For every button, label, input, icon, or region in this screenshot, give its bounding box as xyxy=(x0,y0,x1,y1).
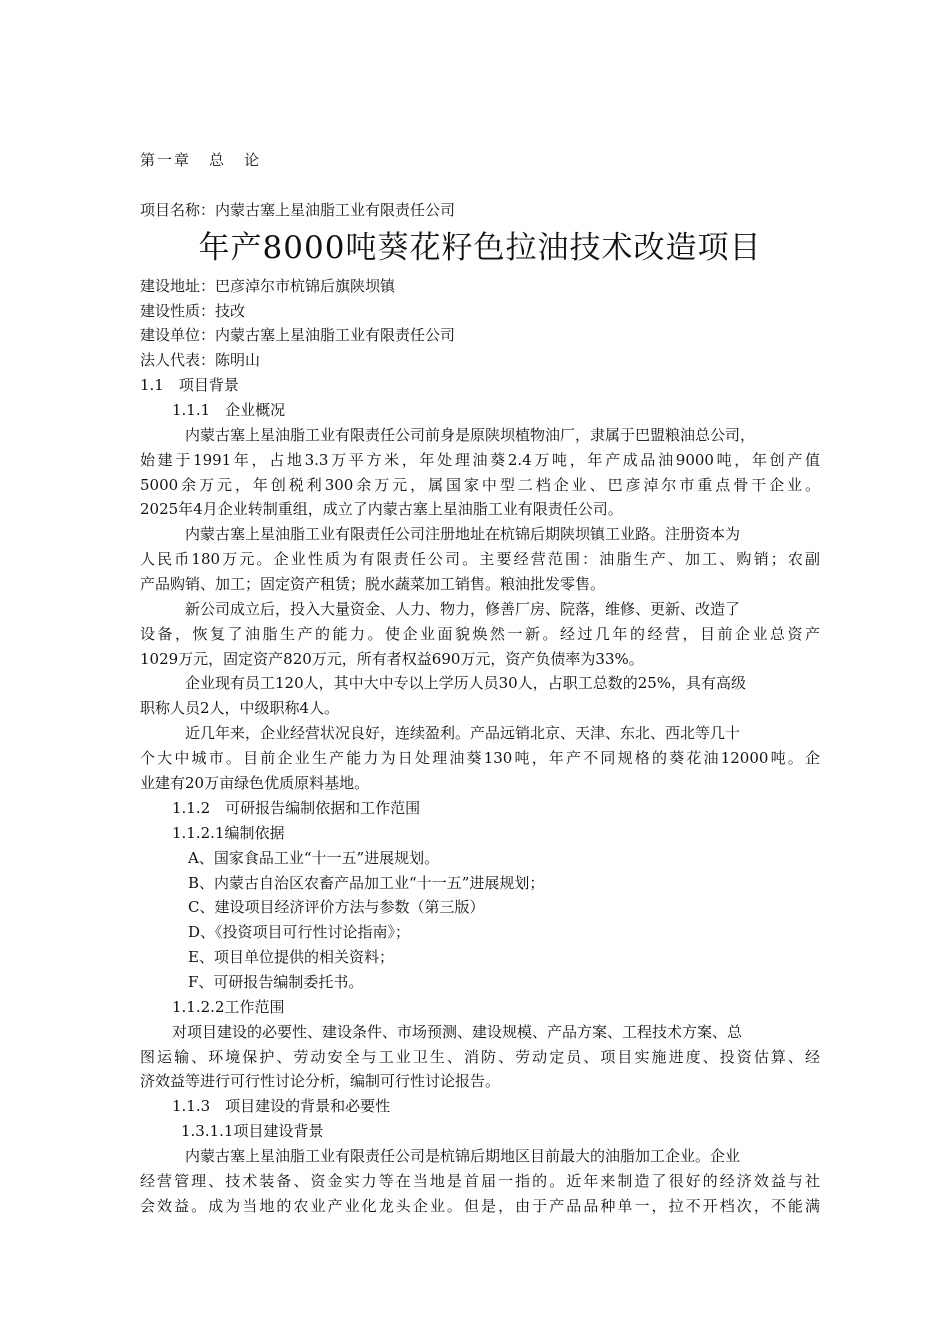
section-heading-1-1-1: 1.1.1 企业概况 xyxy=(172,401,286,419)
chapter-title-char-1: 总 xyxy=(209,151,227,169)
paragraph-line: 对项目建设的必要性、建设条件、市场预测、建设规模、产品方案、工程技术方案、总 xyxy=(172,1023,743,1041)
section-heading-1-1-2-2: 1.1.2.2工作范围 xyxy=(172,998,285,1016)
paragraph-line: 内蒙古塞上星油脂工业有限责任公司前身是原陕坝植物油厂，隶属于巴盟粮油总公司， xyxy=(185,426,756,444)
basis-list-item: C、建设项目经济评价方法与参数（第三版） xyxy=(188,898,485,916)
paragraph-line: 企业现有员工120人，其中大中专以上学历人员30人，占职工总数的25%，具有高级 xyxy=(185,674,747,692)
paragraph-line: 济效益等进行可行性讨论分析，编制可行性讨论报告。 xyxy=(140,1072,501,1090)
construction-unit: 建设单位：内蒙古塞上星油脂工业有限责任公司 xyxy=(140,326,456,344)
section-heading-1-1-2-1: 1.1.2.1编制依据 xyxy=(172,824,285,842)
basis-list-item: E、项目单位提供的相关资料； xyxy=(188,948,394,966)
paragraph-line: 1029万元，固定资产820万元，所有者权益690万元，资产负债率为33%。 xyxy=(140,650,644,668)
paragraph-line: 2025年4月企业转制重组，成立了内蒙古塞上星油脂工业有限责任公司。 xyxy=(140,500,623,518)
basis-list-item: F、可研报告编制委托书。 xyxy=(188,973,364,991)
basis-list-item: B、内蒙古自治区农畜产品加工业“十一五”进展规划； xyxy=(188,874,545,892)
section-heading-1-1-3: 1.1.3 项目建设的背景和必要性 xyxy=(172,1097,391,1115)
paragraph-line: 经营管理、技术装备、资金实力等在当地是首届一指的。近年来制造了很好的经济效益与社 xyxy=(140,1172,820,1190)
section-heading-1-1: 1.1 项目背景 xyxy=(140,376,239,394)
project-title: 年产8000吨葵花籽色拉油技术改造项目 xyxy=(198,230,762,266)
paragraph-line: 内蒙古塞上星油脂工业有限责任公司是杭锦后期地区目前最大的油脂加工企业。企业 xyxy=(185,1147,741,1165)
paragraph-line: 新公司成立后，投入大量资金、人力、物力，修善厂房、院落，维修、更新、改造了 xyxy=(185,600,741,618)
chapter-heading xyxy=(140,148,820,172)
construction-location: 建设地址：巴彦淖尔市杭锦后旗陕坝镇 xyxy=(140,277,396,295)
paragraph-line: 图运输、环境保护、劳动安全与工业卫生、消防、劳动定员、项目实施进度、投资估算、经 xyxy=(140,1048,820,1066)
section-heading-1-1-2: 1.1.2 可研报告编制依据和工作范围 xyxy=(172,799,421,817)
chapter-title-char-2: 论 xyxy=(244,151,262,169)
construction-nature: 建设性质：技改 xyxy=(140,302,246,320)
legal-representative: 法人代表：陈明山 xyxy=(140,351,261,369)
paragraph-line: 设备，恢复了油脂生产的能力。使企业面貌焕然一新。经过几年的经营，目前企业总资产 xyxy=(140,625,820,643)
paragraph-line: 个大中城市。目前企业生产能力为日处理油葵130吨，年产不同规格的葵花油12000吨。企 xyxy=(140,749,820,767)
chapter-number: 第一章 xyxy=(140,151,192,169)
paragraph-line: 5000余万元，年创税利300余万元，属国家中型二档企业、巴彦淖尔市重点骨干企业。 xyxy=(140,476,820,494)
paragraph-line: 会效益。成为当地的农业产业化龙头企业。但是，由于产品品种单一，拉不开档次，不能满 xyxy=(140,1197,820,1215)
paragraph-line: 业建有20万亩绿色优质原料基地。 xyxy=(140,774,370,792)
paragraph-line: 近几年来，企业经营状况良好，连续盈利。产品远销北京、天津、东北、西北等几十 xyxy=(185,724,741,742)
basis-list-item: A、国家食品工业“十一五”进展规划。 xyxy=(188,849,440,867)
section-heading-1-3-1-1: 1.3.1.1项目建设背景 xyxy=(181,1122,324,1140)
paragraph-line: 始建于1991年，占地3.3万平方米，年处理油葵2.4万吨，年产成品油9000吨，年创产值 xyxy=(140,451,820,469)
project-name-line: 项目名称：内蒙古塞上星油脂工业有限责任公司 xyxy=(140,201,456,219)
basis-list-item: D、《投资项目可行性讨论指南》； xyxy=(188,923,411,941)
paragraph-line: 职称人员2人，中级职称4人。 xyxy=(140,699,340,717)
paragraph-line: 内蒙古塞上星油脂工业有限责任公司注册地址在杭锦后期陕坝镇工业路。注册资本为 xyxy=(185,525,741,543)
paragraph-line: 人民币180万元。企业性质为有限责任公司。主要经营范围：油脂生产、加工、购销；农副 xyxy=(140,550,820,568)
paragraph-line: 产品购销、加工；固定资产租赁；脱水蔬菜加工销售。粮油批发零售。 xyxy=(140,575,606,593)
